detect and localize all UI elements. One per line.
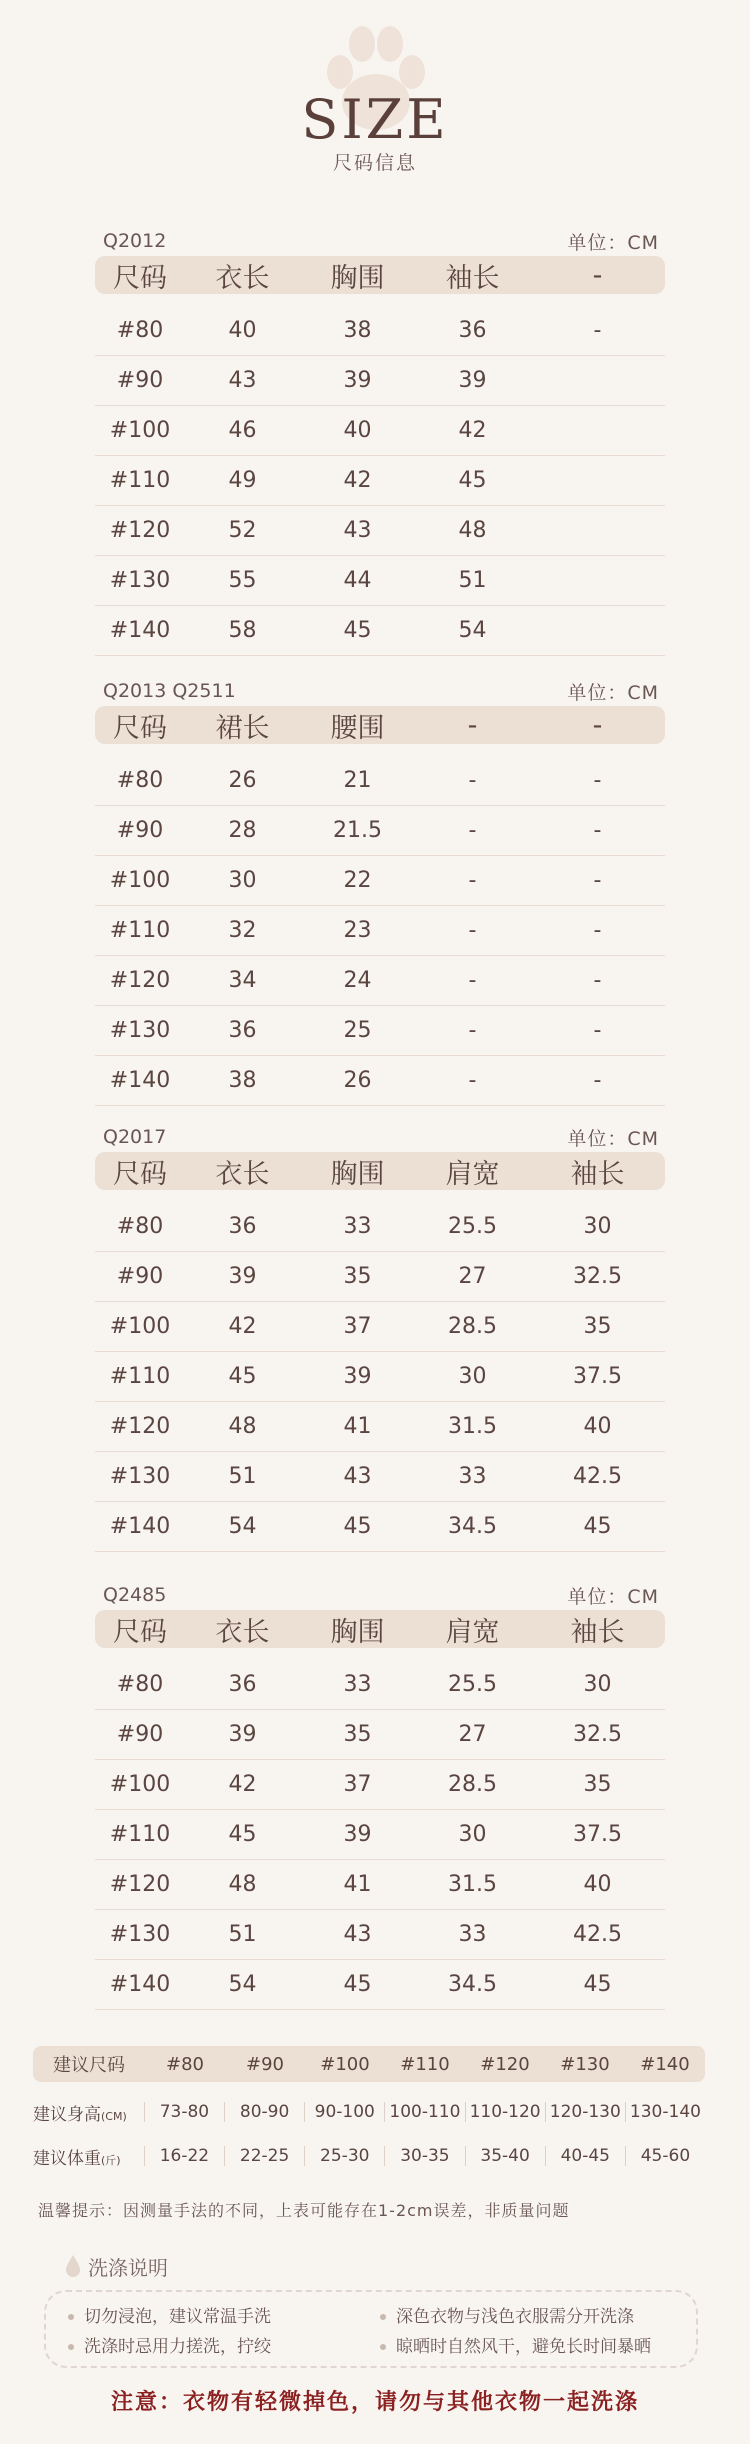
table-cell: #120 <box>109 968 171 993</box>
table-cell: 40 <box>343 418 372 443</box>
table-cell: 30 <box>228 868 257 893</box>
table-cell: 48 <box>458 518 487 543</box>
table-cell: - <box>593 768 602 793</box>
table-cell: 33 <box>458 1464 487 1489</box>
table-cell: #120 <box>109 518 171 543</box>
header-cell: 胸围 <box>330 1616 385 1648</box>
table-cell: 55 <box>228 568 257 593</box>
table-cell: 25.5 <box>448 1672 497 1697</box>
table-cell: 45 <box>228 1364 257 1389</box>
table-cell: 90-100 <box>304 2102 384 2122</box>
table-cell: 45 <box>228 1822 257 1847</box>
table-cell: - <box>468 1018 477 1043</box>
table-cell: 41 <box>343 1414 372 1439</box>
wash-title: 洗涤说明 <box>88 2256 168 2280</box>
table-cell: #100 <box>109 1772 171 1797</box>
wash-item: 晾晒时自然风干，避免长时间暴晒 <box>380 2332 651 2357</box>
table-cell: #80 <box>116 318 164 343</box>
table-cell: 30 <box>583 1214 612 1239</box>
header-cell: 衣长 <box>215 262 270 294</box>
table-cell: 39 <box>343 1364 372 1389</box>
table-row <box>95 1710 665 1760</box>
table-cell: - <box>468 768 477 793</box>
table-cell: 37 <box>343 1314 372 1339</box>
table-cell: 44 <box>343 568 372 593</box>
unit-label: 单位：CM <box>567 232 659 254</box>
height-row <box>33 2090 705 2134</box>
table-cell: #140 <box>109 1972 171 1997</box>
product-code: Q2013 Q2511 <box>103 680 236 702</box>
table-cell: 25 <box>343 1018 372 1043</box>
table-cell: #130 <box>109 1922 171 1947</box>
table-cell: 30 <box>583 1672 612 1697</box>
table-cell: #140 <box>109 1068 171 1093</box>
header-cell: 肩宽 <box>445 1158 500 1190</box>
table-cell: 36 <box>228 1214 257 1239</box>
table-cell: 25-30 <box>304 2146 384 2166</box>
unit-label: 单位：CM <box>567 1128 659 1150</box>
table-cell: #120 <box>109 1414 171 1439</box>
table-cell: 120-130 <box>545 2102 625 2122</box>
table-row <box>95 956 665 1006</box>
table-cell: 30-35 <box>384 2146 464 2166</box>
table-cell: 51 <box>458 568 487 593</box>
table-cell: 27 <box>458 1722 487 1747</box>
table-row <box>95 1760 665 1810</box>
table-cell: 38 <box>228 1068 257 1093</box>
table-cell: #110 <box>109 1822 171 1847</box>
table-cell: #100 <box>109 418 171 443</box>
table-cell: - <box>593 318 602 343</box>
header-cell: #120 <box>480 2053 530 2075</box>
table-cell: 33 <box>458 1922 487 1947</box>
table-cell: 16-22 <box>144 2146 224 2166</box>
table-cell: #90 <box>116 818 164 843</box>
table-cell: 33 <box>343 1214 372 1239</box>
bullet-icon <box>380 2344 386 2350</box>
table-cell: 45 <box>343 1972 372 1997</box>
table-cell: #110 <box>109 1364 171 1389</box>
table-row <box>95 1402 665 1452</box>
table-cell: 36 <box>228 1672 257 1697</box>
table-cell: 26 <box>343 1068 372 1093</box>
table-cell: - <box>468 968 477 993</box>
table-cell: 40 <box>583 1414 612 1439</box>
recommend-header <box>33 2046 705 2082</box>
header-cell: 尺码 <box>113 262 167 294</box>
header-cell: 袖长 <box>445 262 500 294</box>
table-row <box>95 906 665 956</box>
unit-label: 单位：CM <box>567 682 659 704</box>
table-cell: 40-45 <box>545 2146 625 2166</box>
bullet-icon <box>68 2314 74 2320</box>
table-row <box>95 606 665 656</box>
table-cell: 52 <box>228 518 257 543</box>
table-cell: 42.5 <box>573 1464 622 1489</box>
table-cell: 54 <box>458 618 487 643</box>
table-row <box>95 506 665 556</box>
table-row <box>95 1202 665 1252</box>
table-cell: #110 <box>109 468 171 493</box>
weight-row <box>33 2134 705 2178</box>
table-cell: - <box>593 1018 602 1043</box>
header-cell: #110 <box>400 2053 450 2075</box>
table-cell: 39 <box>458 368 487 393</box>
table-row <box>95 406 665 456</box>
table-cell: - <box>593 868 602 893</box>
table-cell: 51 <box>228 1464 257 1489</box>
table-cell: 130-140 <box>625 2102 705 2122</box>
table-cell: 21.5 <box>333 818 382 843</box>
table-cell: 45 <box>343 618 372 643</box>
header-cell: 袖长 <box>570 1616 625 1648</box>
table-cell: #100 <box>109 868 171 893</box>
table-cell: 46 <box>228 418 257 443</box>
table-header <box>95 1610 665 1648</box>
header-cell: 腰围 <box>330 712 385 744</box>
table-cell: 30 <box>458 1364 487 1389</box>
row-label: 建议体重(斤) <box>33 2148 121 2169</box>
header-cell: 衣长 <box>215 1616 270 1648</box>
header-cell: 衣长 <box>215 1158 270 1190</box>
table-row <box>95 1660 665 1710</box>
table-cell: 42 <box>228 1772 257 1797</box>
table-cell: #80 <box>116 768 164 793</box>
product-code: Q2485 <box>103 1584 167 1606</box>
row-label: 建议身高(CM) <box>33 2104 127 2125</box>
table-cell: - <box>593 1068 602 1093</box>
header-cell: - <box>467 709 478 741</box>
table-cell: #80 <box>116 1672 164 1697</box>
table-cell: 22-25 <box>224 2146 304 2166</box>
table-cell: 48 <box>228 1872 257 1897</box>
header-cell: 胸围 <box>330 262 385 294</box>
table-cell: 42 <box>228 1314 257 1339</box>
table-row <box>95 756 665 806</box>
header-cell: 尺码 <box>113 712 167 744</box>
table-header <box>95 1152 665 1190</box>
table-cell: 54 <box>228 1514 257 1539</box>
table-cell: 24 <box>343 968 372 993</box>
table-cell: 39 <box>228 1722 257 1747</box>
size-table-q2485 <box>95 1580 665 2010</box>
table-cell: 80-90 <box>224 2102 304 2122</box>
table-cell: 43 <box>343 1464 372 1489</box>
table-cell: - <box>593 968 602 993</box>
table-cell: 34.5 <box>448 1514 497 1539</box>
table-cell: 45-60 <box>625 2146 705 2166</box>
header-cell: 裙长 <box>215 712 270 744</box>
water-drop-icon <box>64 2254 82 2278</box>
table-cell: - <box>468 918 477 943</box>
table-cell: 27 <box>458 1264 487 1289</box>
size-table-q2012 <box>95 226 665 656</box>
bullet-icon <box>68 2344 74 2350</box>
header-cell: - <box>592 259 603 291</box>
product-code: Q2017 <box>103 1126 167 1148</box>
table-cell: #90 <box>116 368 164 393</box>
page-header <box>0 0 750 200</box>
table-cell: 43 <box>343 1922 372 1947</box>
table-cell: 110-120 <box>465 2102 545 2122</box>
header-cell: #130 <box>560 2053 610 2075</box>
table-row <box>95 1910 665 1960</box>
header-cell: 尺码 <box>113 1158 167 1190</box>
table-cell: 32 <box>228 918 257 943</box>
table-cell: 43 <box>228 368 257 393</box>
table-cell: 39 <box>228 1264 257 1289</box>
table-row <box>95 1302 665 1352</box>
table-header <box>95 256 665 294</box>
table-cell: 35 <box>583 1772 612 1797</box>
table-cell: #140 <box>109 618 171 643</box>
table-cell: 42 <box>343 468 372 493</box>
table-cell: 35 <box>583 1314 612 1339</box>
table-cell: 43 <box>343 518 372 543</box>
table-cell: 48 <box>228 1414 257 1439</box>
table-row <box>95 856 665 906</box>
table-cell: 39 <box>343 1822 372 1847</box>
table-cell: 22 <box>343 868 372 893</box>
table-cell: #90 <box>116 1722 164 1747</box>
table-cell: #120 <box>109 1872 171 1897</box>
recommend-table <box>33 2046 705 2178</box>
wash-instructions-box <box>44 2290 698 2368</box>
table-row <box>95 1352 665 1402</box>
table-row <box>95 1452 665 1502</box>
table-cell: 28 <box>228 818 257 843</box>
table-cell: 40 <box>583 1872 612 1897</box>
header-cell: 胸围 <box>330 1158 385 1190</box>
header-cell: #100 <box>320 2053 370 2075</box>
table-cell: 31.5 <box>448 1414 497 1439</box>
table-cell: 45 <box>583 1514 612 1539</box>
table-cell: 34 <box>228 968 257 993</box>
table-row <box>95 1960 665 2010</box>
table-cell: 23 <box>343 918 372 943</box>
table-cell: 49 <box>228 468 257 493</box>
header-cell: #140 <box>640 2053 690 2075</box>
table-cell: 32.5 <box>573 1722 622 1747</box>
table-cell: 26 <box>228 768 257 793</box>
size-table-q2017 <box>95 1122 665 1552</box>
table-cell: 73-80 <box>144 2102 224 2122</box>
unit-label: 单位：CM <box>567 1586 659 1608</box>
table-cell: 45 <box>343 1514 372 1539</box>
table-row <box>95 1810 665 1860</box>
table-cell: 45 <box>458 468 487 493</box>
page-title: SIZE <box>301 88 449 151</box>
table-cell: #130 <box>109 1464 171 1489</box>
table-row <box>95 356 665 406</box>
wash-item: 切勿浸泡，建议常温手洗 <box>68 2302 271 2327</box>
measurement-tip: 温馨提示：因测量手法的不同，上表可能存在1-2cm误差，非质量问题 <box>38 2201 570 2220</box>
table-cell: 21 <box>343 768 372 793</box>
table-cell: #130 <box>109 568 171 593</box>
table-cell: 37.5 <box>573 1822 622 1847</box>
color-fade-notice: 注意：衣物有轻微掉色，请勿与其他衣物一起洗涤 <box>110 2390 639 2415</box>
table-cell: 42.5 <box>573 1922 622 1947</box>
table-row <box>95 1056 665 1106</box>
table-row <box>95 306 665 356</box>
table-cell: 38 <box>343 318 372 343</box>
table-cell: - <box>593 918 602 943</box>
table-row <box>95 556 665 606</box>
table-cell: #90 <box>116 1264 164 1289</box>
table-cell: 35 <box>343 1264 372 1289</box>
table-cell: - <box>468 1068 477 1093</box>
table-cell: 40 <box>228 318 257 343</box>
table-cell: #110 <box>109 918 171 943</box>
table-cell: 28.5 <box>448 1772 497 1797</box>
table-cell: 36 <box>458 318 487 343</box>
table-cell: - <box>593 818 602 843</box>
header-cell: 袖长 <box>570 1158 625 1190</box>
table-cell: 35-40 <box>465 2146 545 2166</box>
table-cell: 28.5 <box>448 1314 497 1339</box>
wash-item: 深色衣物与浅色衣服需分开洗涤 <box>380 2302 634 2327</box>
product-code: Q2012 <box>103 230 167 252</box>
table-cell: 54 <box>228 1972 257 1997</box>
table-cell: 32.5 <box>573 1264 622 1289</box>
table-cell: 37 <box>343 1772 372 1797</box>
table-cell: - <box>468 818 477 843</box>
table-cell: 34.5 <box>448 1972 497 1997</box>
table-cell: #130 <box>109 1018 171 1043</box>
table-row <box>95 1502 665 1552</box>
table-cell: 33 <box>343 1672 372 1697</box>
header-cell: 尺码 <box>113 1616 167 1648</box>
header-cell: #90 <box>246 2053 284 2075</box>
table-cell: 45 <box>583 1972 612 1997</box>
table-row <box>95 456 665 506</box>
size-table-q2013-q2511 <box>95 676 665 1106</box>
table-cell: 36 <box>228 1018 257 1043</box>
table-row <box>95 1860 665 1910</box>
table-cell: #140 <box>109 1514 171 1539</box>
table-cell: 58 <box>228 618 257 643</box>
table-cell: 100-110 <box>384 2102 464 2122</box>
header-cell: #80 <box>166 2053 204 2075</box>
table-cell: 30 <box>458 1822 487 1847</box>
table-cell: - <box>468 868 477 893</box>
table-cell: 51 <box>228 1922 257 1947</box>
table-cell: #100 <box>109 1314 171 1339</box>
table-cell: 35 <box>343 1722 372 1747</box>
table-cell: 42 <box>458 418 487 443</box>
bullet-icon <box>380 2314 386 2320</box>
page-subtitle: 尺码信息 <box>332 152 417 174</box>
table-header <box>95 706 665 744</box>
table-cell: 37.5 <box>573 1364 622 1389</box>
wash-item: 洗涤时忌用力搓洗，拧绞 <box>68 2332 271 2357</box>
table-cell: 39 <box>343 368 372 393</box>
table-cell: 25.5 <box>448 1214 497 1239</box>
header-cell: - <box>592 709 603 741</box>
table-row <box>95 806 665 856</box>
header-cell: 肩宽 <box>445 1616 500 1648</box>
table-row <box>95 1006 665 1056</box>
header-cell: 建议尺码 <box>53 2055 125 2076</box>
table-row <box>95 1252 665 1302</box>
table-cell: #80 <box>116 1214 164 1239</box>
table-cell: 31.5 <box>448 1872 497 1897</box>
table-cell: 41 <box>343 1872 372 1897</box>
